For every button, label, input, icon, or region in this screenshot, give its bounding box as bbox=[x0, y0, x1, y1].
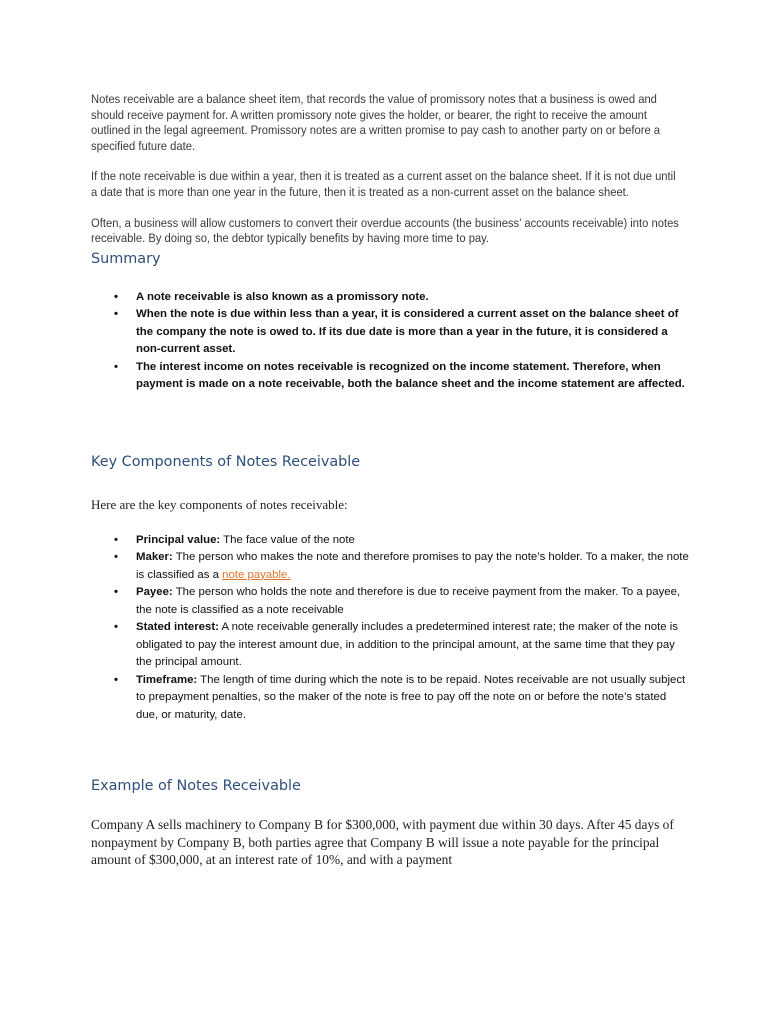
intro-section bbox=[91, 92, 691, 247]
intro-paragraph-3: Often, a business will allow customers to convert their overdue accounts (the business’ accounts receivable) into notes receivable. By doing so, the debtor typically benefits by having more time to pay. bbox=[91, 215, 679, 246]
example-section bbox=[91, 816, 691, 869]
key-component-text: The face value of the note bbox=[220, 533, 355, 546]
summary-item: • A note receivable is also known as a promissory note. bbox=[136, 289, 691, 307]
key-component-item bbox=[136, 619, 691, 672]
key-component-text: The person who makes the note and therefore promises to pay the note’s holder. To a maker, the note is classified as a bbox=[136, 551, 689, 581]
intro-paragraph-1: Notes receivable are a balance sheet item, that records the value of promissory notes that a business is owed and should receive payment for. A written promissory note gives the holder, or bearer, the right to receive the amount outlined in the legal agreement. Promissory notes are a written promise to pay cash to another party on or before a specified future date. bbox=[91, 92, 661, 153]
key-components-intro: Here are the key components of notes receivable: bbox=[91, 496, 348, 512]
summary-heading: Summary bbox=[91, 250, 161, 267]
summary-item: • The interest income on notes receivable is recognized on the income statement. Therefore, when payment is made on a note receivable, both the balance sheet and the income statement are affected. bbox=[136, 359, 691, 394]
key-component-item bbox=[136, 549, 691, 584]
intro-paragraph-2: If the note receivable is due within a year, then it is treated as a current asset on the balance sheet. If it is not due until a date that is more than one year in the future, then it is treated as a non-current asset on the balance sheet. bbox=[91, 169, 676, 199]
key-component-term: Maker: bbox=[136, 551, 173, 564]
document-page bbox=[91, 92, 691, 869]
key-component-text: The person who holds the note and therefore is due to receive payment from the maker. To a payee, the note is classified as a note receivable bbox=[136, 586, 681, 616]
key-component-term: Stated interest: bbox=[136, 621, 219, 634]
key-component-text: The length of time during which the note is to be repaid. Notes receivable are not usually subject to prepayment penalties, so the maker of the note is free to pay off the note on or before the note’s stated due, or maturity, date. bbox=[136, 673, 686, 721]
key-components-heading: Key Components of Notes Receivable bbox=[91, 453, 361, 470]
example-heading: Example of Notes Receivable bbox=[91, 778, 301, 795]
key-component-item bbox=[136, 532, 691, 550]
key-component-term: Payee: bbox=[136, 586, 173, 599]
key-component-text: A note receivable generally includes a predetermined interest rate; the maker of the note is obligated to pay the interest amount due, in addition to the principal amount, at the same time that they pay the principal amount. bbox=[136, 621, 678, 669]
key-component-term: Principal value: bbox=[136, 533, 221, 546]
key-component-item bbox=[136, 584, 691, 619]
example-paragraph: Company A sells machinery to Company B for $300,000, with payment due within 30 days. After 45 days of nonpayment by Company B, both parties agree that Company B will issue a note payable for the principal amount of $300,000, at an interest rate of 10%, and with a payment bbox=[91, 817, 674, 868]
key-component-item bbox=[136, 672, 691, 725]
summary-list bbox=[91, 289, 691, 394]
key-component-term: Timeframe: bbox=[136, 673, 198, 686]
note-payable-link[interactable]: note payable. bbox=[222, 568, 291, 581]
summary-item: • When the note is due within less than a year, it is considered a current asset on the balance sheet of the company the note is owed to. If its due date is more than a year in the future, it is considered a non-current asset. bbox=[136, 306, 691, 359]
key-components-list bbox=[91, 532, 691, 725]
